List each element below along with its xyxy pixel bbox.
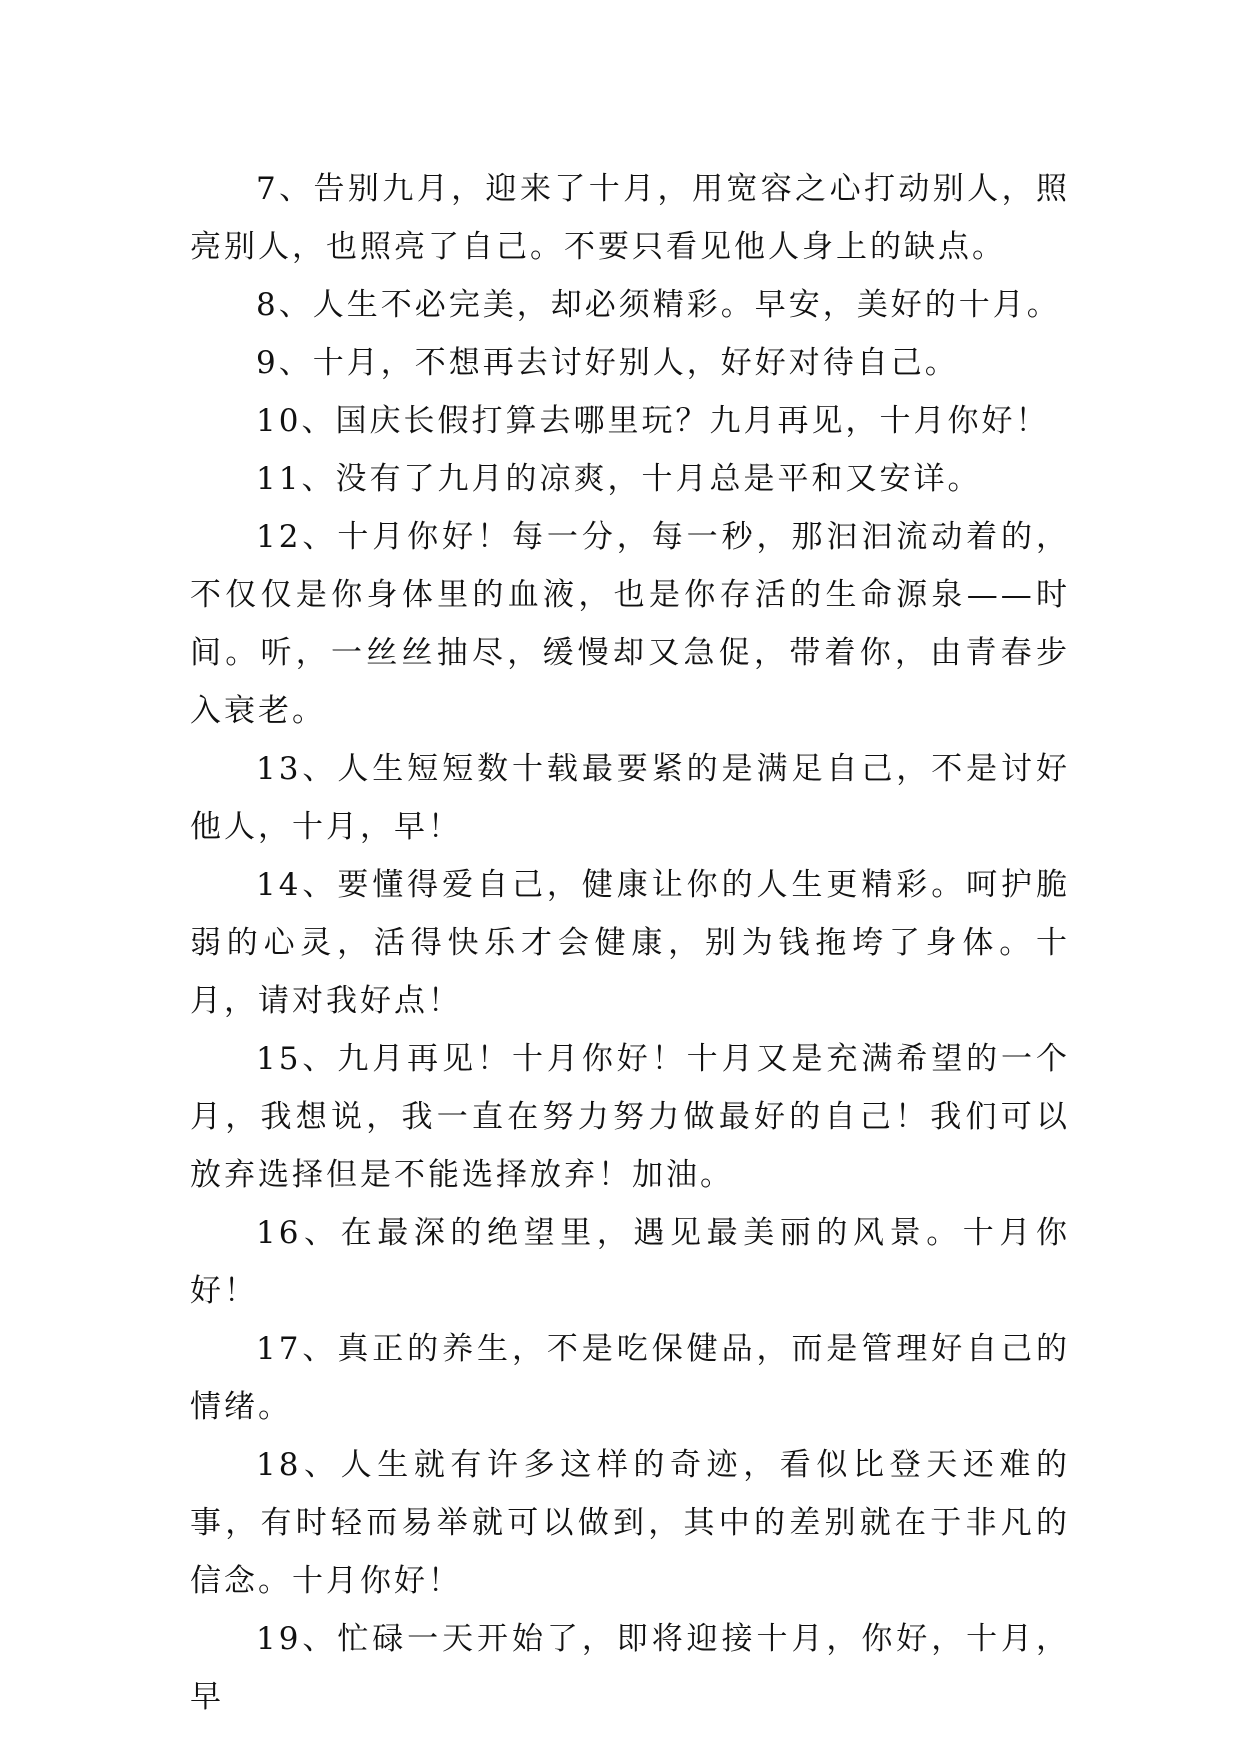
- paragraph-14: 14、要懂得爱自己，健康让你的人生更精彩。呵护脆弱的心灵，活得快乐才会健康，别为钱拖垮了身体。十月，请对我好点！: [190, 867, 1070, 1019]
- paragraph-7: 7、告别九月，迎来了十月，用宽容之心打动别人，照亮别人，也照亮了自己。不要只看见他人身上的缺点。: [190, 171, 1070, 265]
- paragraph-10: 10、国庆长假打算去哪里玩？九月再见，十月你好！: [256, 403, 1050, 439]
- paragraph-13: 13、人生短短数十载最要紧的是满足自己，不是讨好他人，十月，早！: [190, 751, 1070, 845]
- paragraph-12: 12、十月你好！每一分，每一秒，那汩汩流动着的，不仅仅是你身体里的血液，也是你存活的生命源泉——时间。听，一丝丝抽尽，缓慢却又急促，带着你，由青春步入衰老。: [190, 519, 1070, 729]
- paragraph-9: 9、十月，不想再去讨好别人，好好对待自己。: [256, 345, 959, 381]
- paragraph-18: 18、人生就有许多这样的奇迹，看似比登天还难的事，有时轻而易举就可以做到，其中的差别就在于非凡的信念。十月你好！: [190, 1447, 1070, 1599]
- paragraph-17: 17、真正的养生，不是吃保健品，而是管理好自己的情绪。: [190, 1331, 1070, 1425]
- paragraph-16: 16、在最深的绝望里，遇见最美丽的风景。十月你好！: [190, 1215, 1070, 1309]
- document-body: [190, 160, 1070, 1726]
- paragraph-8: 8、人生不必完美，却必须精彩。早安，美好的十月。: [256, 287, 1061, 323]
- paragraph-19: 19、忙碌一天开始了，即将迎接十月，你好，十月，早: [190, 1621, 1070, 1715]
- paragraph-11: 11、没有了九月的凉爽，十月总是平和又安详。: [256, 461, 982, 497]
- paragraph-15: 15、九月再见！十月你好！十月又是充满希望的一个月，我想说，我一直在努力努力做最好的自己！我们可以放弃选择但是不能选择放弃！加油。: [190, 1041, 1070, 1193]
